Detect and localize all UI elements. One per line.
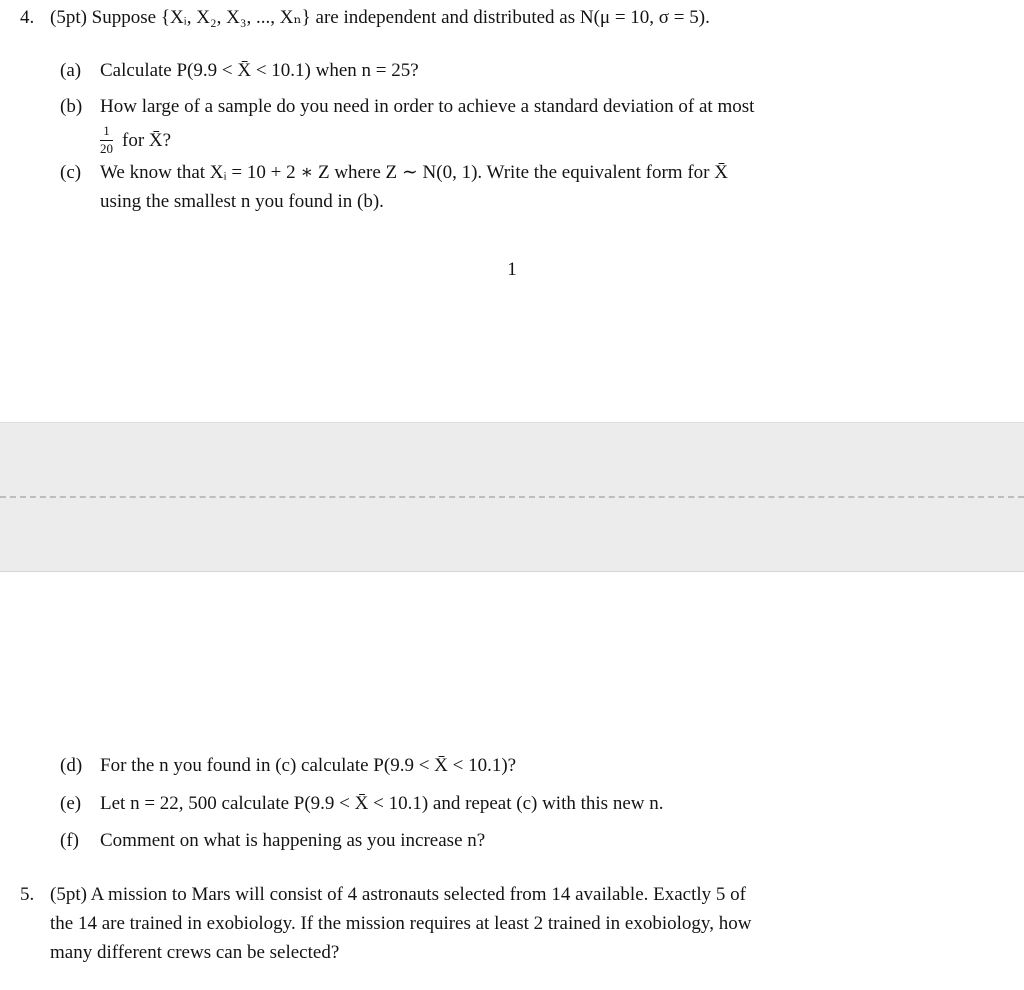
item-f-text: Comment on what is happening as you increase n? — [100, 830, 486, 851]
item-d-text: For the n you found in (c) calculate P(9.9 < X̄ < 10.1)? — [100, 755, 517, 776]
item-b-line1: How large of a sample do you need in order to achieve a standard deviation of at most — [100, 96, 755, 117]
item-b-label: (b) — [60, 96, 83, 117]
problem-5-line3: many different crews can be selected? — [50, 942, 340, 963]
page-break-gap — [0, 422, 1024, 572]
problem-4-item-e — [60, 789, 1006, 818]
item-e-text: Let n = 22, 500 calculate P(9.9 < X̄ < 10.1) and repeat (c) with this new n. — [100, 793, 664, 814]
fraction-numerator: 1 — [100, 124, 113, 141]
item-d-label: (d) — [60, 755, 83, 776]
problem-4-intro: (5pt) Suppose {Xᵢ, X₂, X₃, ..., Xₙ} are independent and distributed as N(μ = 10, σ = 5). — [50, 7, 710, 28]
problem-4 — [20, 3, 1008, 32]
problem-5 — [20, 880, 1008, 967]
item-b-line2 — [100, 124, 1006, 157]
item-c-label: (c) — [60, 162, 82, 183]
item-b-line2-text: for X̄? — [122, 129, 172, 151]
problem-5-line2: the 14 are trained in exobiology. If the mission requires at least 2 trained in exobiology, how — [50, 913, 752, 934]
problem-5-number: 5. — [20, 884, 35, 905]
problem-4-item-f — [60, 826, 1006, 855]
problem-4-item-c — [60, 158, 1006, 216]
item-e-label: (e) — [60, 793, 82, 814]
item-a-label: (a) — [60, 60, 82, 81]
item-f-label: (f) — [60, 830, 79, 851]
problem-5-line1: (5pt) A mission to Mars will consist of 4 astronauts selected from 14 available. Exactly 5 of — [50, 884, 747, 905]
item-c-line1: We know that Xᵢ = 10 + 2 ∗ Z where Z ∼ N(0, 1). Write the equivalent form for X̄ — [100, 162, 728, 183]
fraction-1-20 — [100, 124, 113, 157]
item-c-line2: using the smallest n you found in (b). — [100, 191, 384, 212]
fraction-denominator: 20 — [100, 140, 113, 156]
problem-4-item-a — [60, 56, 1006, 85]
problem-4-item-b — [60, 92, 1006, 157]
problem-4-number: 4. — [20, 7, 35, 28]
item-a-text: Calculate P(9.9 < X̄ < 10.1) when n = 25? — [100, 60, 419, 81]
problem-4-item-d — [60, 751, 1006, 780]
page-break-dashed-line — [0, 496, 1024, 498]
page-1-number: 1 — [507, 259, 517, 280]
